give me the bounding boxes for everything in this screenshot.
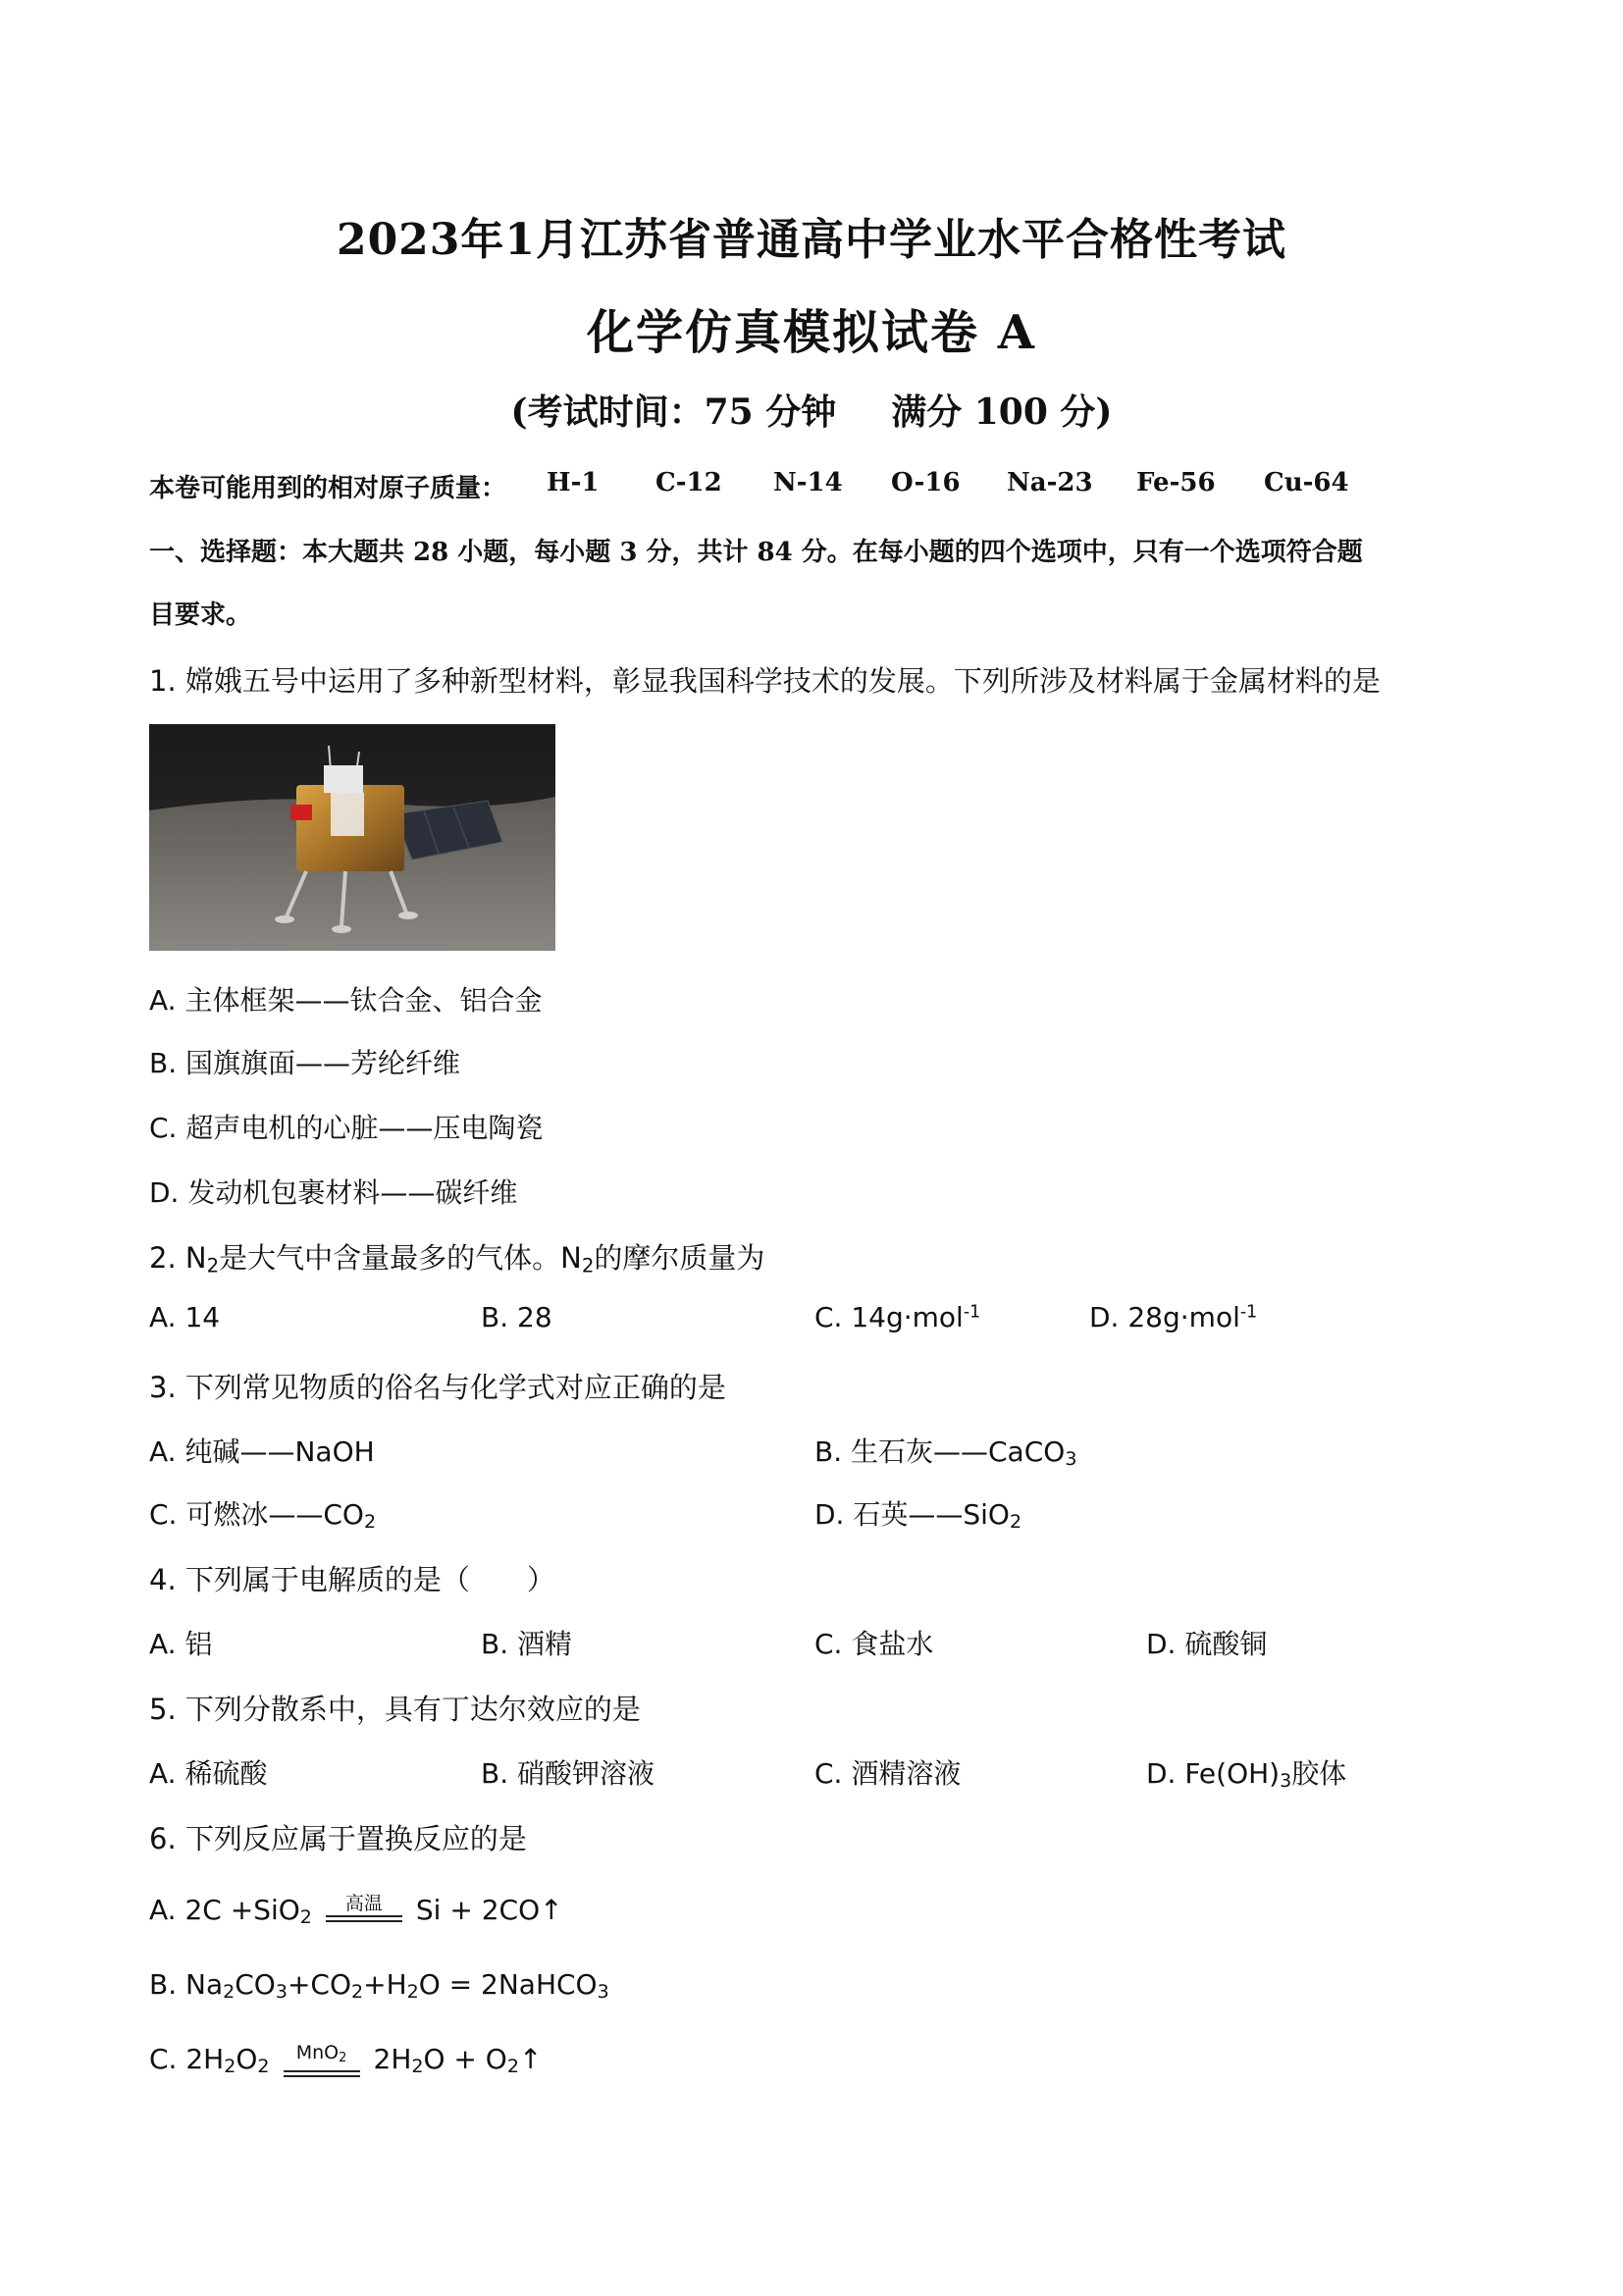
- question-3-option-a: A. 纯碱——NaOH: [149, 1435, 375, 1468]
- question-3-stem: 3. 下列常见物质的俗名与化学式对应正确的是: [149, 1371, 726, 1404]
- atomic-mass-label: 本卷可能用到的相对原子质量：: [149, 474, 507, 503]
- reaction-condition: [326, 1893, 402, 1930]
- question-2-option-a: A. 14: [149, 1301, 221, 1333]
- q6b-subscript: 2: [406, 1981, 419, 2004]
- question-4-stem: 4. 下列属于电解质的是（ ）: [149, 1563, 555, 1596]
- question-2-option-d: [1089, 1301, 1257, 1333]
- question-2-stem: [149, 1236, 764, 1277]
- lander-photo-image: [149, 724, 555, 951]
- q6b-subscript: 3: [275, 1981, 288, 2004]
- question-1-option-b: B. 国旗旗面——芳纶纤维: [149, 1047, 461, 1079]
- condition-label: [284, 2043, 360, 2068]
- q5-option-d-subscript: 3: [1280, 1770, 1292, 1793]
- q6b-subscript: 2: [351, 1981, 364, 2004]
- question-6-option-a: [149, 1894, 563, 1930]
- question-6-option-c: [149, 2043, 542, 2085]
- q6c-subscript: 2: [224, 2056, 236, 2078]
- double-line-arrow: [284, 2070, 360, 2077]
- question-1-stem: 1. 嫦娥五号中运用了多种新型材料，彰显我国科学技术的发展。下列所涉及材料属于金属材料的是: [149, 664, 1381, 698]
- question-4-option-b: B. 酒精: [481, 1628, 573, 1660]
- q2-stem-part: 2. N: [149, 1241, 207, 1275]
- question-5-option-d: [1146, 1752, 1346, 1792]
- question-2-option-b: B. 28: [481, 1301, 552, 1333]
- q6b-subscript: 3: [597, 1981, 609, 2004]
- q3-option-b-subscript: 3: [1065, 1448, 1077, 1471]
- catalyst-formula: MnO: [295, 2042, 340, 2063]
- question-5-stem: 5. 下列分散系中，具有丁达尔效应的是: [149, 1693, 641, 1726]
- question-2-option-c: [814, 1301, 980, 1333]
- question-1-option-d: D. 发动机包裹材料——碳纤维: [149, 1176, 518, 1209]
- q3-option-c-text: C. 可燃冰——CO: [149, 1498, 364, 1531]
- question-6-option-b: [149, 1968, 609, 2003]
- question-4-option-d: D. 硫酸铜: [1146, 1628, 1268, 1660]
- q6c-part: ↑: [518, 2043, 543, 2075]
- q3-option-b-text: B. 生石灰——CaCO: [814, 1435, 1066, 1468]
- q6b-part: +H: [363, 1968, 407, 2001]
- q6b-subscript: 2: [223, 1981, 236, 2004]
- question-5-option-c: C. 酒精溶液: [814, 1757, 962, 1790]
- atomic-mass-item: C-12: [655, 468, 722, 497]
- question-3-option-b: [814, 1431, 1076, 1470]
- full-score: 满分 100 分): [891, 391, 1113, 433]
- question-3-option-c: [149, 1493, 376, 1533]
- q6c-part: C. 2H: [149, 2043, 225, 2075]
- condition-label: 高温: [344, 1893, 383, 1914]
- q6c-part: O + O: [423, 2043, 507, 2075]
- q2-stem-subscript: 2: [581, 1254, 595, 1278]
- atomic-mass-item: Cu-64: [1264, 468, 1349, 497]
- section-heading-line2: 目要求。: [149, 600, 252, 630]
- q3-option-c-subscript: 2: [363, 1511, 377, 1534]
- lander-photo: [149, 724, 555, 951]
- q6c-subscript: 2: [411, 2056, 424, 2078]
- q6b-part: O = 2NaHCO: [418, 1968, 598, 2001]
- atomic-mass-item: Fe-56: [1136, 468, 1216, 497]
- q3-option-d-subscript: 2: [1009, 1511, 1022, 1534]
- q6b-part: +CO: [287, 1968, 351, 2001]
- q2-option-c-exponent: -1: [963, 1302, 981, 1323]
- exam-title-line1: 2023年1月江苏省普通高中学业水平合格性考试: [336, 215, 1287, 265]
- catalyst-subscript: 2: [339, 2050, 347, 2065]
- atomic-mass-item: O-16: [891, 468, 961, 497]
- question-6-stem: 6. 下列反应属于置换反应的是: [149, 1822, 527, 1855]
- q2-option-c-text: C. 14g·mol: [814, 1301, 964, 1333]
- reaction-condition: [284, 2042, 360, 2085]
- exam-time: (考试时间：75 分钟: [510, 391, 837, 433]
- question-1-option-c: C. 超声电机的心脏——压电陶瓷: [149, 1112, 544, 1144]
- q2-option-d-exponent: -1: [1239, 1302, 1258, 1323]
- q6c-part: 2H: [373, 2043, 412, 2075]
- question-4-option-c: C. 食盐水: [814, 1628, 934, 1660]
- double-line-arrow: [326, 1915, 402, 1922]
- question-3-option-d: [814, 1493, 1021, 1533]
- q6a-reactants: A. 2C +SiO: [149, 1894, 300, 1926]
- atomic-mass-item: N-14: [773, 468, 843, 497]
- atomic-mass-item: Na-23: [1007, 468, 1093, 497]
- question-4-option-a: A. 铝: [149, 1628, 213, 1660]
- question-5-option-b: B. 硝酸钾溶液: [481, 1757, 655, 1790]
- q3-option-d-text: D. 石英——SiO: [814, 1498, 1010, 1531]
- q6b-part: B. Na: [149, 1968, 224, 2001]
- q2-stem-part: 是大气中含量最多的气体。N: [219, 1241, 582, 1275]
- atomic-mass-item: H-1: [547, 468, 600, 497]
- q5-option-d-text: D. Fe(OH): [1146, 1757, 1281, 1790]
- q6a-subscript: 2: [299, 1906, 312, 1929]
- q2-stem-subscript: 2: [206, 1254, 220, 1278]
- question-5-option-a: A. 稀硫酸: [149, 1757, 268, 1790]
- q2-option-d-text: D. 28g·mol: [1089, 1301, 1240, 1333]
- q5-option-d-text: 胶体: [1291, 1757, 1347, 1790]
- q6c-subscript: 2: [506, 2056, 519, 2078]
- q6c-subscript: 2: [257, 2056, 270, 2078]
- exam-subtitle: [0, 385, 1623, 435]
- q6c-part: O: [236, 2043, 258, 2075]
- exam-title-line2: 化学仿真模拟试卷 A: [587, 305, 1036, 360]
- question-1-option-a: A. 主体框架——钛合金、铝合金: [149, 984, 543, 1017]
- q6b-part: CO: [235, 1968, 276, 2001]
- q2-stem-part: 的摩尔质量为: [594, 1241, 765, 1275]
- q6a-products: Si + 2CO↑: [415, 1894, 563, 1926]
- section-heading-line1: 一、选择题：本大题共 28 小题，每小题 3 分，共计 84 分。在每小题的四个选项中，只有一个选项符合题: [149, 538, 1363, 567]
